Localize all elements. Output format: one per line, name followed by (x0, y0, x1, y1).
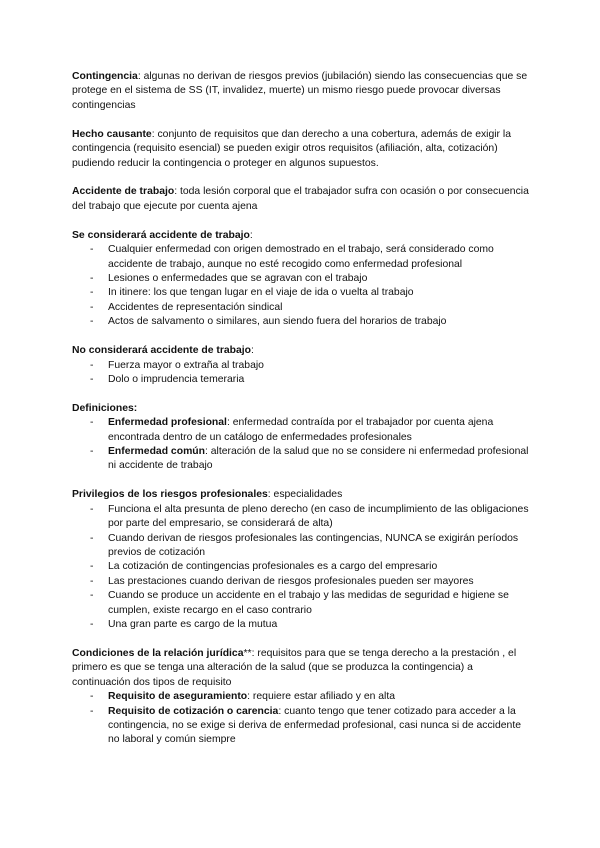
list-item: - In itinere: los que tengan lugar en el viaje de ida o vuelta al trabajo (90, 287, 414, 299)
list-item: - Requisito de cotización o carencia: cuanto tengo que tener cotizado para acceder a la contingencia, no se exige si deriva de enfermedad profesional, casi nunca si de accidente no laboral y común siempre (90, 705, 521, 746)
list-item: - Actos de salvamento o similares, aun siendo fuera del horarios de trabajo (90, 316, 447, 328)
no-considerara-heading: No considerará accidente de trabajo: (72, 345, 254, 357)
list-item: - Cualquier enfermedad con origen demostrado en el trabajo, será considerado como accidente de trabajo, aunque no esté recogido como enfermedad profesional (90, 244, 494, 270)
definiciones-list (72, 416, 532, 474)
contingencia-term: Contingencia (72, 71, 138, 82)
list-item: - Enfermedad común: alteración de la salud que no se considere ni enfermedad profesional ni accidente de trabajo (90, 446, 529, 472)
list-item: - Cuando se produce un accidente en el trabajo y las medidas de seguridad e higiene se cumplen, existe recargo en el caso contrario (90, 590, 509, 616)
hecho-causante-text: : conjunto de requisitos que dan derecho a una cobertura, además de exigir la contingencia (requisito esencial) se pueden exigir otros requisitos (afiliación, alta, cotización) pudiendo reducir la contingencia o proteger en algunos supuestos. (72, 128, 511, 169)
list-item: - Funciona el alta presunta de pleno derecho (en caso de incumplimiento de las obligaciones por parte del empresario, se considerará de alta) (90, 503, 529, 530)
accidente-trabajo-term: Accidente de trabajo (72, 186, 175, 198)
privilegios-heading: Privilegios de los riesgos profesionales: especialidades (72, 489, 343, 501)
accidente-trabajo-paragraph (72, 185, 532, 214)
privilegios-list (72, 503, 532, 633)
contingencia-paragraph (72, 70, 532, 113)
se-considerara-list (72, 243, 532, 329)
condiciones-list (72, 690, 532, 748)
list-item: - La cotización de contingencias profesionales es a cargo del empresario (90, 561, 438, 573)
hecho-causante-paragraph (72, 128, 532, 171)
list-item: - Fuerza mayor o extraña al trabajo (90, 359, 264, 371)
list-item: - Una gran parte es cargo de la mutua (90, 619, 278, 630)
list-item: - Requisito de aseguramiento: requiere estar afiliado y en alta (90, 691, 396, 703)
condiciones-heading: Condiciones de la relación jurídica**: requisitos para que se tenga derecho a la prestación , el primero es que se tenga una alteración de la salud (que se produzca la contingencia) a continuación dos tipos de requisito (72, 647, 517, 688)
list-item: - Accidentes de representación sindical (90, 301, 283, 313)
definiciones-heading: Definiciones: (72, 402, 138, 414)
list-item: - Dolo o imprudencia temeraria (90, 373, 245, 385)
hecho-causante-term: Hecho causante (72, 128, 152, 140)
list-item: - Lesiones o enfermedades que se agravan con el trabajo (90, 272, 368, 284)
se-considerara-heading: Se considerará accidente de trabajo: (72, 229, 253, 241)
contingencia-text: : algunas no derivan de riesgos previos (jubilación) siendo las consecuencias que se protege en el sistema de SS (IT, invalidez, muerte) un mismo riesgo puede provocar diversas contingencias (72, 71, 528, 111)
list-item: - Enfermedad profesional: enfermedad contraída por el trabajador por cuenta ajena encontrada dentro de un catálogo de enfermedades profesionales (90, 417, 494, 443)
no-considerara-list (72, 359, 532, 388)
list-item: - Las prestaciones cuando derivan de riesgos profesionales pueden ser mayores (90, 575, 474, 587)
document-page (72, 70, 532, 762)
list-item: - Cuando derivan de riesgos profesionales las contingencias, NUNCA se exigirán períodos previos de cotización (90, 532, 519, 558)
accidente-trabajo-text: : toda lesión corporal que el trabajador sufra con ocasión o por consecuencia del trabajo que ejecute por cuenta ajena (72, 186, 529, 212)
